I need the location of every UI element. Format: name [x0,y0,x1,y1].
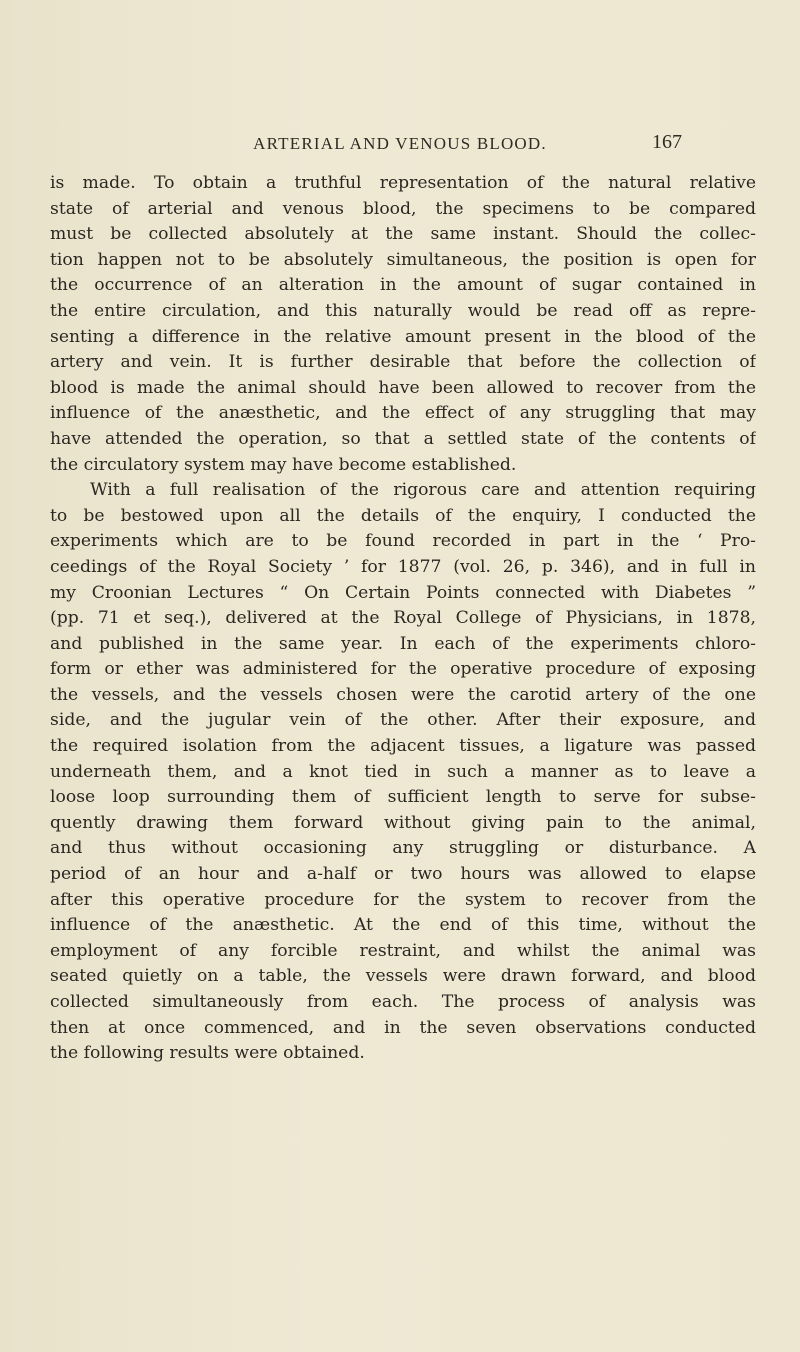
text-line: With a full realisation of the rigorous care and attention requiring [90,480,756,501]
text-line: have attended the operation, so that a settled state of the contents of [50,428,756,449]
text-line: influence of the anæsthetic. At the end of this time, without the [50,915,756,936]
text-line: employment of any forcible restraint, and whilst the animal was [50,940,756,961]
page-number: 167 [652,131,682,153]
text-line: the following results were obtained. [50,1043,365,1064]
text-line: senting a difference in the relative amount present in the blood of the [50,326,756,347]
text-line: the occurrence of an alteration in the amount of sugar contained in [50,275,756,296]
text-line: and thus without occasioning any struggling or disturbance. A [50,838,756,859]
text-line: side, and the jugular vein of the other. After their exposure, and [50,710,756,731]
text-line: the vessels, and the vessels chosen were the carotid artery of the one [50,684,756,705]
text-line: and published in the same year. In each of the experiments chloro- [50,633,756,654]
text-line: then at once commenced, and in the seven observations conducted [50,1017,756,1038]
body-text [50,171,756,1067]
text-line: (pp. 71 et seq.), delivered at the Royal College of Physicians, in 1878, [50,608,756,629]
text-line: experiments which are to be found recorded in part in the ‘ Pro- [50,531,756,552]
text-line: must be collected absolutely at the same instant. Should the collec- [50,224,756,245]
text-line: underneath them, and a knot tied in such a manner as to leave a [50,761,756,782]
text-line: loose loop surrounding them of sufficient length to serve for subse- [50,787,756,808]
text-line: seated quietly on a table, the vessels were drawn forward, and blood [50,966,756,987]
text-line: my Croonian Lectures “ On Certain Points connected with Diabetes ” [50,582,756,603]
running-title: ARTERIAL AND VENOUS BLOOD. [253,134,547,153]
text-line: blood is made the animal should have been allowed to recover from the [50,377,756,398]
text-line: ceedings of the Royal Society ’ for 1877 (vol. 26, p. 346), and in full in [50,556,756,577]
text-line: form or ether was administered for the operative procedure of exposing [50,659,756,680]
text-line: state of arterial and venous blood, the specimens to be compared [50,198,756,219]
text-line: to be bestowed upon all the details of the enquiry, I conducted the [50,505,756,526]
text-line: quently drawing them forward without giving pain to the animal, [50,812,756,833]
text-line: the entire circulation, and this naturally would be read off as repre- [50,300,756,321]
text-line: is made. To obtain a truthful representation of the natural relative [50,173,756,193]
text-line: influence of the anæsthetic, and the effect of any struggling that may [50,403,756,424]
running-head [0,131,800,164]
text-line: artery and vein. It is further desirable that before the collection of [50,352,756,373]
text-line: tion happen not to be absolutely simultaneous, the position is open for [50,249,756,270]
text-line: collected simultaneously from each. The process of analysis was [50,992,756,1012]
text-line: period of an hour and a-half or two hours was allowed to elapse [50,864,756,885]
text-line: the circulatory system may have become established. [50,454,517,475]
text-line: the required isolation from the adjacent tissues, a ligature was passed [50,736,756,757]
text-line: after this operative procedure for the system to recover from the [50,889,756,910]
